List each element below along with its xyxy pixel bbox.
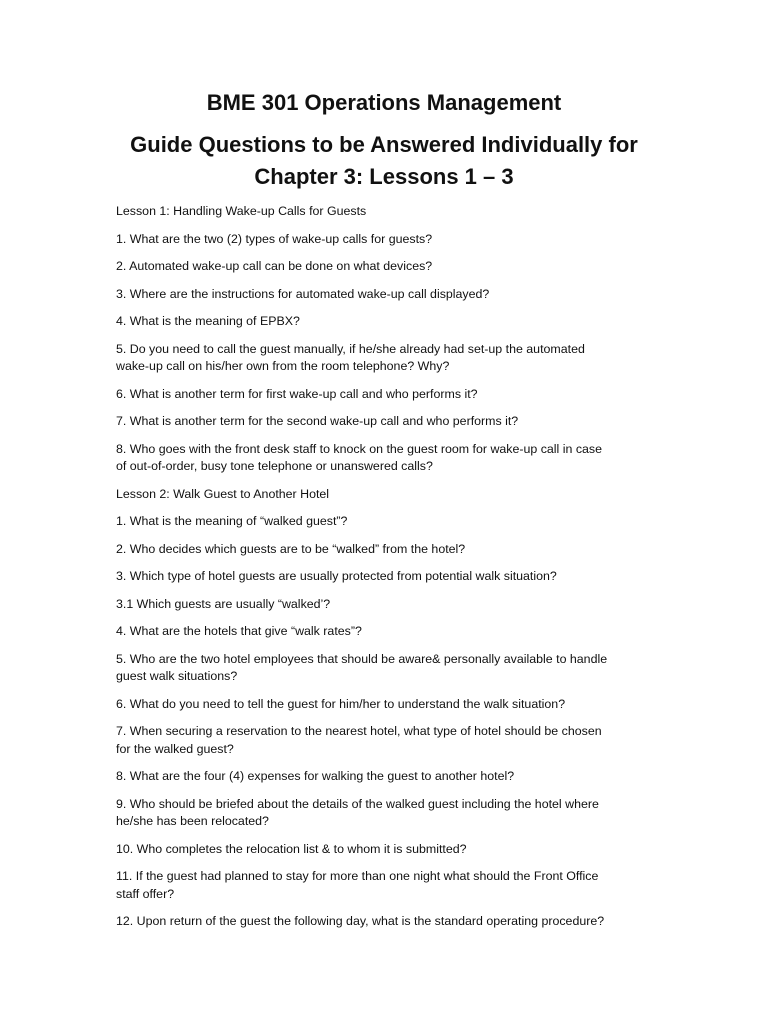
lesson2-question-9-cont: he/she has been relocated? xyxy=(116,814,269,828)
lesson2-question-2: 2. Who decides which guests are to be “walked” from the hotel? xyxy=(116,541,466,556)
lesson1-question-2: 2. Automated wake-up call can be done on what devices? xyxy=(116,259,433,273)
lesson2-question-9: 9. Who should be briefed about the details of the walked guest including the hotel where xyxy=(116,796,599,811)
lesson2-question-1: 1. What is the meaning of “walked guest”? xyxy=(116,514,348,528)
lesson2-question-7-cont: for the walked guest? xyxy=(116,741,234,756)
lesson1-question-3: 3. Where are the instructions for automated wake-up call displayed? xyxy=(116,286,490,301)
lesson2-question-11-cont: staff offer? xyxy=(116,886,175,901)
lesson2-question-11: 11. If the guest had planned to stay for more than one night what should the Front Office xyxy=(116,869,599,883)
lesson2-heading: Lesson 2: Walk Guest to Another Hotel xyxy=(116,486,330,501)
document-subtitle-line1: Guide Questions to be Answered Individually for xyxy=(130,132,638,157)
lesson1-question-7: 7. What is another term for the second wake-up call and who performs it? xyxy=(116,414,519,428)
lesson1-question-8-cont: of out-of-order, busy tone telephone or unanswered calls? xyxy=(116,459,433,473)
lesson1-question-6: 6. What is another term for first wake-up call and who performs it? xyxy=(116,386,478,401)
lesson1-question-1: 1. What are the two (2) types of wake-up calls for guests? xyxy=(116,231,433,246)
lesson2-question-3-1: 3.1 Which guests are usually “walked’? xyxy=(116,596,331,611)
document-subtitle-line2: Chapter 3: Lessons 1 – 3 xyxy=(254,164,514,189)
lesson1-question-4: 4. What is the meaning of EPBX? xyxy=(116,314,300,328)
lesson2-question-12: 12. Upon return of the guest the following day, what is the standard operating procedure? xyxy=(116,914,605,928)
lesson2-question-4: 4. What are the hotels that give “walk rates”? xyxy=(116,624,362,638)
lesson1-question-5: 5. Do you need to call the guest manually, if he/she already had set-up the automated xyxy=(116,341,585,356)
lesson1-question-8: 8. Who goes with the front desk staff to knock on the guest room for wake-up call in case xyxy=(116,441,603,456)
lesson2-question-5-cont: guest walk situations? xyxy=(116,669,238,683)
lesson2-question-8: 8. What are the four (4) expenses for walking the guest to another hotel? xyxy=(116,769,515,783)
lesson2-question-6: 6. What do you need to tell the guest for him/her to understand the walk situation? xyxy=(116,696,566,711)
lesson2-question-10: 10. Who completes the relocation list & to whom it is submitted? xyxy=(116,841,467,856)
lesson2-question-5: 5. Who are the two hotel employees that should be aware& personally available to handle xyxy=(116,651,608,666)
document-body xyxy=(116,203,656,931)
document-title: BME 301 Operations Management xyxy=(206,90,562,115)
lesson2-question-7: 7. When securing a reservation to the nearest hotel, what type of hotel should be chosen xyxy=(116,724,602,738)
lesson1-heading: Lesson 1: Handling Wake-up Calls for Guests xyxy=(116,204,367,218)
lesson1-question-5-cont: wake-up call on his/her own from the room telephone? Why? xyxy=(116,359,450,373)
lesson2-question-3: 3. Which type of hotel guests are usually protected from potential walk situation? xyxy=(116,569,557,583)
